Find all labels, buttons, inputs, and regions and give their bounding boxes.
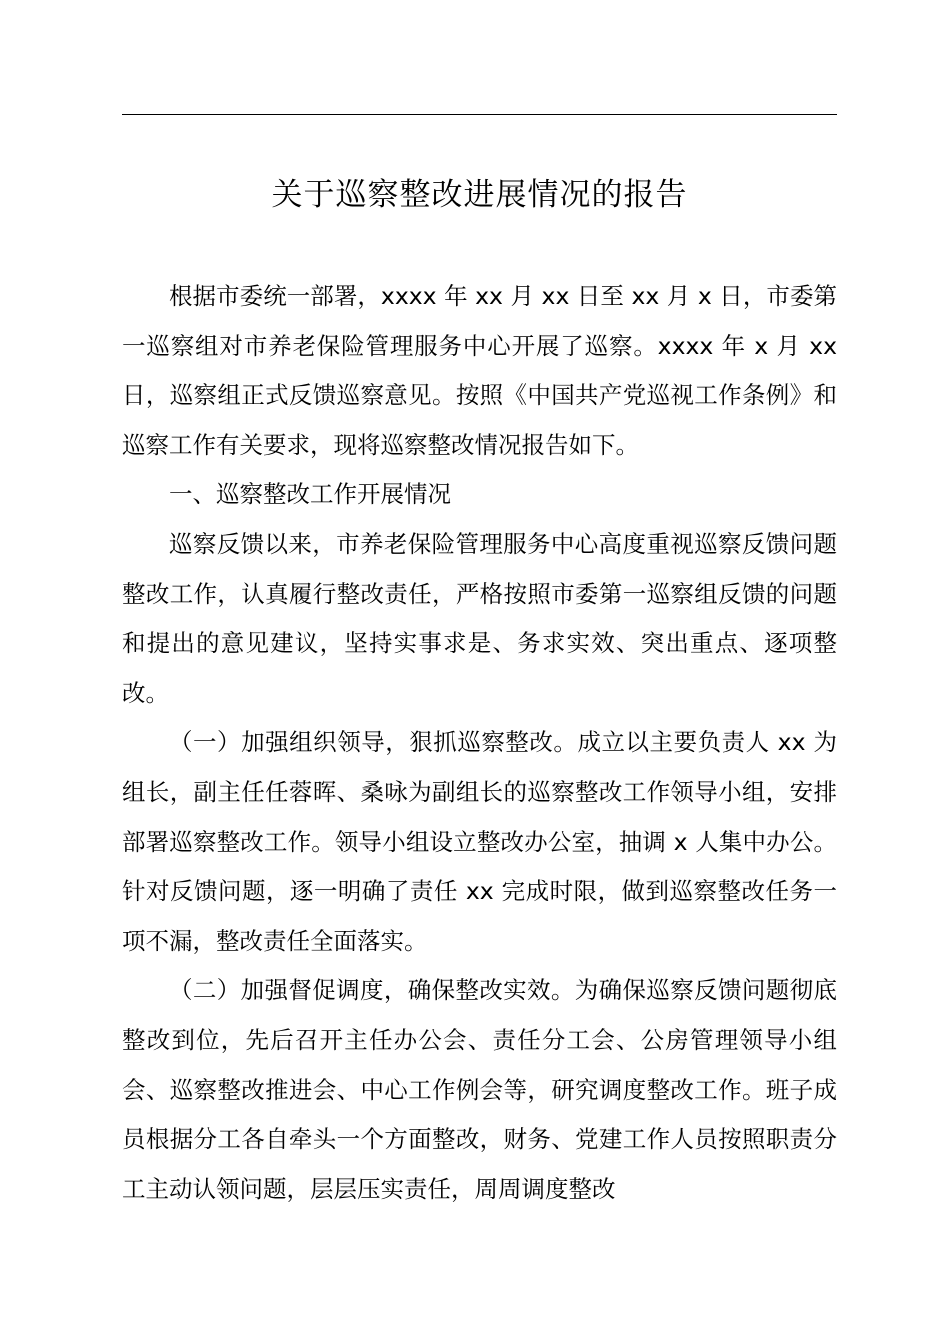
paragraph-overview: 巡察反馈以来，市养老保险管理服务中心高度重视巡察反馈问题整改工作，认真履行整改责任，严格按照市委第一巡察组反馈的问题和提出的意见建议，坚持实事求是、务求实效、突出重点、逐项整改。 (122, 529, 837, 707)
section-heading-1: 一、巡察整改工作开展情况 (169, 480, 451, 509)
paragraph-intro: 根据市委统一部署，xxxx 年 xx 月 xx 日至 xx 月 x 日，市委第一巡察组对市养老保险管理服务中心开展了巡察。xxxx 年 x 月 xx 日，巡察组正式反馈巡察意见。按照《中国共产党巡视工作条例》和巡察工作有关要求，现将巡察整改情况报告如下。 (122, 282, 837, 459)
paragraph-subsection-1: （一）加强组织领导，狠抓巡察整改。成立以主要负责人 xx 为组长，副主任任蓉晖、桑咏为副组长的巡察整改工作领导小组，安排部署巡察整改工作。领导小组设立整改办公室，抽调 x 人集中办公。针对反馈问题，逐一明确了责任 xx 完成时限，做到巡察整改任务一项不漏，整改责任全面落实。 (122, 728, 837, 955)
top-rule (122, 114, 837, 115)
paragraph-subsection-2: （二）加强督促调度，确保整改实效。为确保巡察反馈问题彻底整改到位，先后召开主任办公会、责任分工会、公房管理领导小组会、巡察整改推进会、中心工作例会等，研究调度整改工作。班子成员根据分工各自牵头一个方面整改，财务、党建工作人员按照职责分工主动认领问题，层层压实责任，周周调度整改 (122, 976, 837, 1203)
document-title: 关于巡察整改进展情况的报告 (271, 177, 688, 213)
document-body (122, 272, 837, 1214)
